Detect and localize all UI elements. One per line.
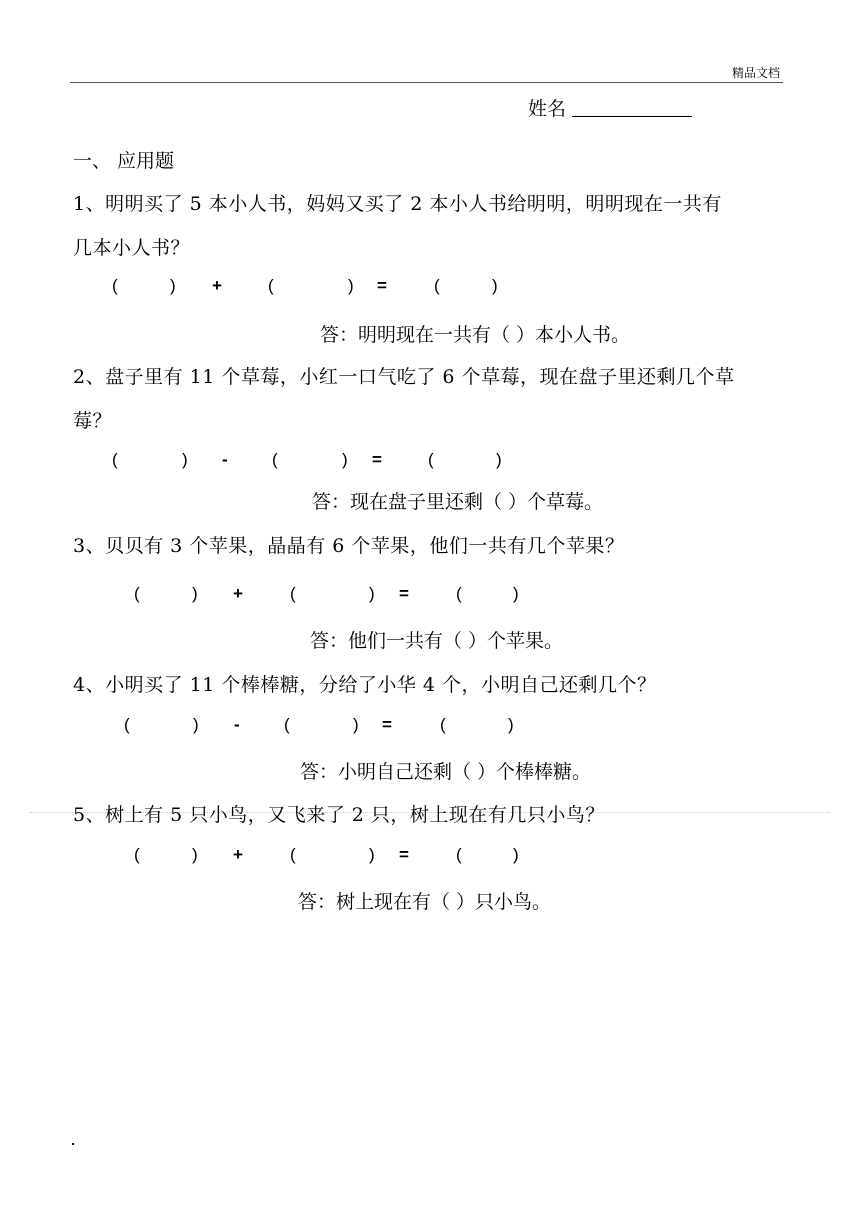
blank-close: ) — [182, 450, 188, 469]
blank-close: ) — [193, 715, 199, 734]
operator: + — [212, 276, 222, 295]
blank-open: ( — [290, 845, 296, 864]
blank-open: ( — [112, 450, 118, 469]
question-2-text-line2: 莓？ — [73, 410, 113, 432]
operator: + — [233, 845, 243, 864]
question-1-text-line2: 几本小人书？ — [73, 237, 191, 259]
blank-close: ) — [369, 584, 375, 603]
name-input-line[interactable] — [572, 116, 692, 117]
page-dot — [72, 1143, 74, 1145]
blank-open: ( — [284, 715, 290, 734]
blank-open: ( — [440, 715, 446, 734]
blank-close: ) — [342, 450, 348, 469]
blank-open: ( — [134, 845, 140, 864]
question-5-answer: 答：树上现在有（ ）只小鸟。 — [298, 891, 552, 913]
section-title: 一、 应用题 — [73, 150, 175, 172]
name-label: 姓名 — [528, 98, 567, 120]
blank-close: ) — [353, 715, 359, 734]
question-1-equation — [0, 276, 860, 300]
blank-open: ( — [272, 450, 278, 469]
blank-open: ( — [456, 584, 462, 603]
equals-sign: = — [399, 584, 409, 603]
header-label: 精品文档 — [731, 66, 780, 80]
blank-close: ) — [513, 845, 519, 864]
question-2-equation — [0, 450, 860, 474]
header-rule — [70, 82, 783, 83]
blank-open: ( — [434, 276, 440, 295]
blank-close: ) — [192, 845, 198, 864]
operator: + — [233, 584, 243, 603]
blank-close: ) — [192, 584, 198, 603]
blank-close: ) — [369, 845, 375, 864]
question-5-text-line1: 5、树上有 5 只小鸟，又飞来了 2 只，树上现在有几只小鸟？ — [73, 804, 605, 826]
equals-sign: = — [382, 715, 392, 734]
blank-open: ( — [124, 715, 130, 734]
question-2-text-line1: 2、盘子里有 11 个草莓，小红一口气吃了 6 个草莓，现在盘子里还剩几个草 — [73, 366, 735, 388]
question-2-answer: 答：现在盘子里还剩（ ）个草莓。 — [312, 491, 604, 513]
question-1-answer: 答：明明现在一共有（ ）本小人书。 — [320, 324, 631, 346]
blank-open: ( — [112, 276, 118, 295]
blank-open: ( — [428, 450, 434, 469]
question-4-answer: 答：小明自己还剩（ ）个棒棒糖。 — [300, 761, 592, 783]
question-3-answer: 答：他们一共有（ ）个苹果。 — [310, 630, 564, 652]
operator: - — [222, 450, 228, 469]
blank-close: ) — [348, 276, 354, 295]
blank-open: ( — [290, 584, 296, 603]
blank-close: ) — [496, 450, 502, 469]
blank-open: ( — [456, 845, 462, 864]
question-4-text-line1: 4、小明买了 11 个棒棒糖，分给了小华 4 个，小明自己还剩几个？ — [73, 674, 657, 696]
question-3-equation — [0, 584, 860, 608]
blank-close: ) — [492, 276, 498, 295]
blank-open: ( — [134, 584, 140, 603]
blank-close: ) — [508, 715, 514, 734]
question-1-text-line1: 1、明明买了 5 本小人书，妈妈又买了 2 本小人书给明明，明明现在一共有 — [73, 193, 722, 215]
question-4-equation — [0, 715, 860, 739]
equals-sign: = — [377, 276, 387, 295]
equals-sign: = — [372, 450, 382, 469]
blank-open: ( — [268, 276, 274, 295]
equals-sign: = — [399, 845, 409, 864]
blank-close: ) — [513, 584, 519, 603]
blank-close: ) — [170, 276, 176, 295]
question-3-text-line1: 3、贝贝有 3 个苹果，晶晶有 6 个苹果，他们一共有几个苹果？ — [73, 535, 625, 557]
question-5-equation — [0, 845, 860, 869]
operator: - — [234, 715, 240, 734]
